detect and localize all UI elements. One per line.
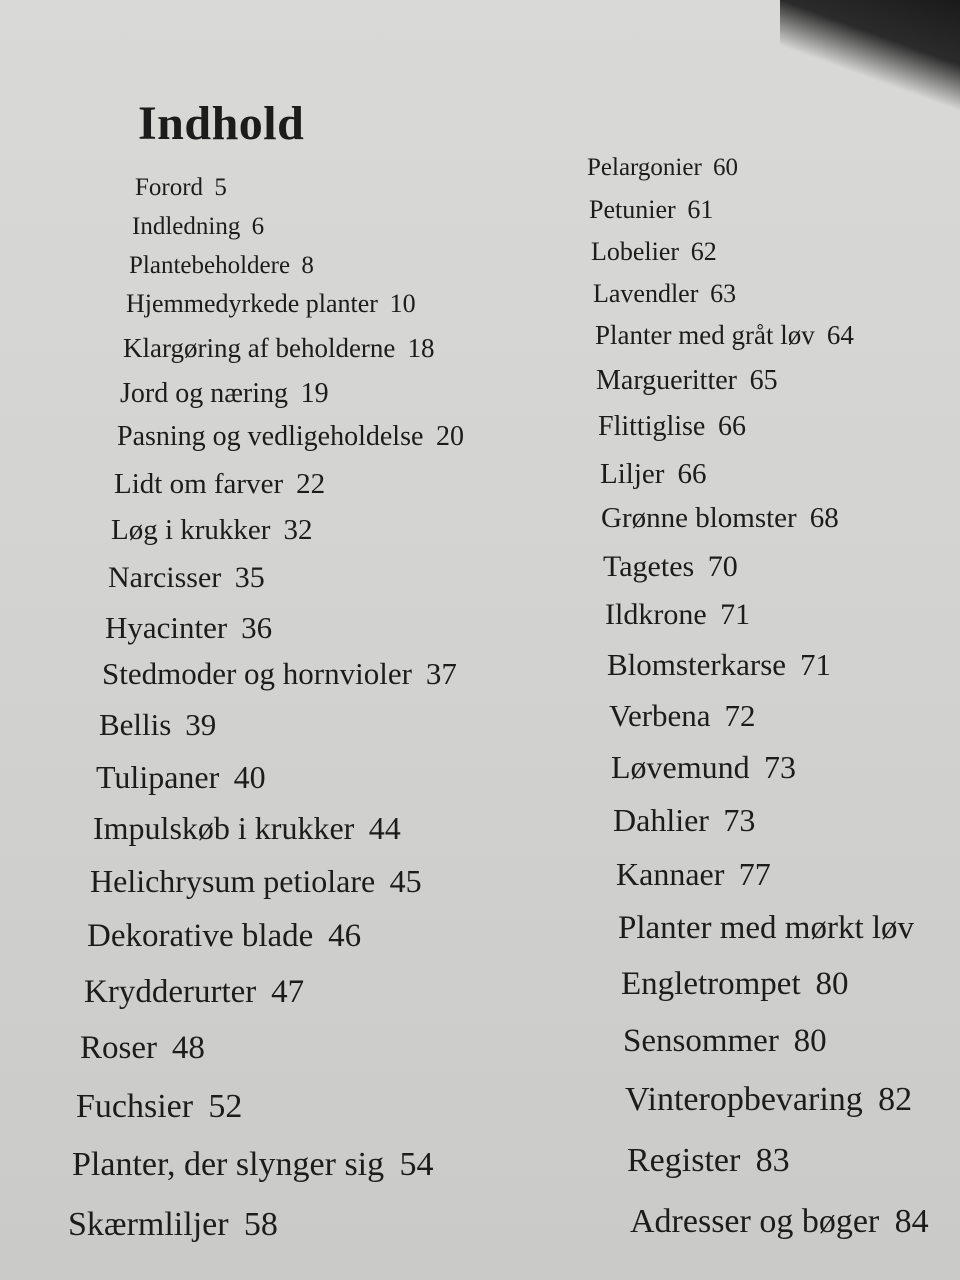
toc-entry-title: Fuchsier bbox=[76, 1088, 194, 1125]
toc-entry bbox=[132, 214, 264, 239]
toc-entry-page-number: 68 bbox=[809, 502, 839, 534]
toc-entry-page-number: 8 bbox=[301, 252, 314, 279]
toc-entry bbox=[600, 460, 706, 489]
toc-entry bbox=[627, 1144, 790, 1178]
toc-entry-page-number: 32 bbox=[283, 514, 313, 546]
toc-entry-title: Løg i krukker bbox=[111, 514, 271, 546]
page-corner-shadow bbox=[780, 0, 960, 120]
toc-entry bbox=[596, 367, 778, 395]
toc-entry-title: Vinteropbevaring bbox=[625, 1081, 863, 1118]
toc-entry-page-number: 80 bbox=[793, 1023, 827, 1059]
toc-entry bbox=[591, 239, 717, 265]
toc-entry bbox=[114, 470, 325, 499]
toc-entry-page-number: 65 bbox=[749, 365, 778, 396]
toc-entry-page-number: 47 bbox=[271, 974, 305, 1010]
toc-entry bbox=[111, 516, 313, 545]
toc-entry bbox=[126, 291, 416, 317]
toc-entry-title: Tagetes bbox=[603, 550, 695, 583]
toc-entry-page-number: 71 bbox=[720, 598, 751, 631]
toc-entry-page-number: 58 bbox=[243, 1206, 278, 1243]
toc-entry-title: Løvemund bbox=[611, 749, 750, 785]
toc-entry bbox=[80, 1032, 205, 1065]
toc-entry-page-number: 70 bbox=[707, 550, 738, 583]
toc-entry bbox=[595, 322, 854, 349]
toc-entry-page-number: 40 bbox=[233, 759, 266, 795]
toc-entry bbox=[102, 658, 457, 689]
toc-entry-title: Ildkrone bbox=[605, 598, 707, 631]
toc-entry-title: Hyacinter bbox=[105, 610, 228, 645]
toc-entry-title: Liljer bbox=[600, 458, 665, 490]
toc-entry-page-number: 54 bbox=[399, 1146, 434, 1183]
toc-entry bbox=[621, 968, 848, 1001]
toc-entry-title: Stedmoder og hornvioler bbox=[102, 656, 412, 691]
toc-entry-title: Planter med mørkt løv bbox=[618, 910, 915, 946]
toc-entry-page-number: 22 bbox=[296, 468, 326, 500]
toc-entry bbox=[625, 1083, 912, 1117]
toc-entry-title: Blomsterkarse bbox=[607, 647, 787, 682]
toc-entry bbox=[601, 504, 839, 533]
toc-entry-page-number: 63 bbox=[710, 279, 737, 308]
toc-entry bbox=[76, 1090, 242, 1124]
toc-entry-title: Lavendler bbox=[593, 279, 699, 308]
toc-entry bbox=[616, 858, 771, 890]
toc-entry-title: Lidt om farver bbox=[114, 468, 284, 500]
toc-entry-page-number: 73 bbox=[764, 749, 797, 785]
toc-entry bbox=[609, 700, 756, 731]
toc-entry-page-number: 72 bbox=[724, 698, 756, 733]
toc-entry bbox=[108, 563, 265, 593]
toc-entry bbox=[603, 552, 738, 582]
toc-entry-title: Verbena bbox=[609, 698, 711, 733]
toc-entry-page-number: 66 bbox=[717, 411, 746, 442]
toc-entry bbox=[607, 649, 831, 680]
toc-entry-title: Planter med gråt løv bbox=[595, 320, 815, 350]
toc-entry-title: Indledning bbox=[132, 213, 241, 240]
toc-entry-page-number: 37 bbox=[425, 656, 457, 691]
toc-entry-page-number: 61 bbox=[687, 195, 714, 224]
toc-entry bbox=[123, 335, 435, 362]
toc-entry-title: Sensommer bbox=[623, 1023, 779, 1059]
toc-entry-title: Pasning og vedligeholdelse bbox=[117, 421, 424, 452]
toc-entry-page-number: 46 bbox=[328, 918, 362, 954]
toc-entry-page-number: 5 bbox=[214, 174, 227, 201]
page-title: Indhold bbox=[138, 97, 305, 150]
toc-entry-page-number: 44 bbox=[368, 810, 401, 846]
toc-entry-page-number: 84 bbox=[894, 1203, 929, 1240]
toc-entry-title: Bellis bbox=[99, 707, 172, 742]
toc-entry bbox=[613, 804, 755, 836]
toc-entry-title: Jord og næring bbox=[120, 378, 288, 409]
toc-entry-title: Engletrompet bbox=[621, 966, 801, 1002]
toc-entry-title: Adresser og bøger bbox=[630, 1203, 880, 1240]
toc-entry-page-number: 80 bbox=[815, 966, 849, 1002]
toc-entry-title: Dahlier bbox=[613, 802, 709, 838]
toc-entry-title: Tulipaner bbox=[96, 759, 220, 795]
toc-entry-title: Skærmliljer bbox=[68, 1206, 229, 1243]
toc-entry-page-number: 82 bbox=[878, 1081, 913, 1118]
toc-entry-page-number: 64 bbox=[826, 320, 854, 350]
toc-entry-page-number: 10 bbox=[389, 289, 416, 318]
toc-entry-title: Dekorative blade bbox=[87, 918, 314, 954]
toc-entry bbox=[68, 1208, 278, 1242]
toc-entry-title: Margueritter bbox=[596, 365, 737, 396]
toc-entry bbox=[587, 155, 738, 180]
toc-entry-page-number: 18 bbox=[407, 333, 435, 363]
toc-entry-title: Forord bbox=[135, 174, 204, 201]
toc-entry bbox=[589, 197, 713, 223]
toc-entry bbox=[90, 865, 422, 897]
toc-entry bbox=[630, 1205, 929, 1239]
toc-entry-page-number: 48 bbox=[171, 1030, 205, 1066]
toc-entry-page-number: 35 bbox=[234, 561, 265, 594]
toc-entry bbox=[120, 380, 329, 408]
toc-entry bbox=[99, 709, 216, 740]
toc-entry-page-number: 20 bbox=[436, 421, 464, 452]
toc-entry bbox=[87, 920, 361, 953]
toc-entry bbox=[593, 281, 736, 307]
toc-entry-title: Lobelier bbox=[591, 237, 680, 266]
toc-entry-page-number: 71 bbox=[800, 647, 832, 682]
toc-entry-page-number: 52 bbox=[208, 1088, 243, 1125]
toc-entry-title: Pelargonier bbox=[587, 154, 702, 181]
toc-entry bbox=[598, 413, 746, 441]
toc-entry-title: Hjemmedyrkede planter bbox=[126, 289, 378, 318]
toc-entry-page-number: 62 bbox=[690, 237, 717, 266]
toc-entry bbox=[84, 976, 304, 1009]
toc-entry bbox=[605, 600, 750, 630]
toc-entry-title: Kannaer bbox=[616, 856, 725, 892]
toc-entry bbox=[117, 423, 464, 451]
toc-entry-page-number: 60 bbox=[713, 154, 739, 181]
toc-entry bbox=[611, 751, 796, 783]
toc-entry bbox=[618, 912, 914, 945]
toc-entry-title: Krydderurter bbox=[84, 974, 257, 1010]
toc-entry-page-number: 83 bbox=[755, 1142, 790, 1179]
toc-entry-page-number: 77 bbox=[738, 856, 771, 892]
toc-entry bbox=[72, 1148, 433, 1182]
toc-entry-page-number: 19 bbox=[300, 378, 329, 409]
toc-entry-page-number: 45 bbox=[389, 863, 422, 899]
toc-entry-page-number: 73 bbox=[723, 802, 756, 838]
toc-entry-title: Petunier bbox=[589, 195, 676, 224]
toc-entry-title: Helichrysum petiolare bbox=[90, 863, 376, 899]
toc-entry bbox=[105, 612, 272, 643]
toc-entry bbox=[129, 253, 314, 278]
toc-entry bbox=[135, 175, 227, 200]
toc-entry-page-number: 6 bbox=[251, 213, 265, 240]
toc-entry-title: Klargøring af beholderne bbox=[123, 333, 396, 363]
toc-entry-page-number: 36 bbox=[241, 610, 273, 645]
toc-entry-title: Grønne blomster bbox=[601, 502, 797, 534]
toc-entry bbox=[623, 1025, 827, 1058]
toc-entry-title: Planter, der slynger sig bbox=[72, 1146, 385, 1183]
toc-entry-title: Narcisser bbox=[108, 561, 222, 594]
toc-entry-page-number: 66 bbox=[677, 458, 707, 490]
toc-entry-title: Flittiglise bbox=[598, 411, 706, 442]
toc-entry-page-number: 39 bbox=[185, 707, 217, 742]
toc-entry-title: Roser bbox=[80, 1030, 157, 1066]
toc-entry bbox=[96, 761, 266, 793]
toc-entry-title: Plantebeholdere bbox=[129, 252, 291, 279]
toc-entry bbox=[93, 812, 401, 844]
toc-entry-title: Register bbox=[627, 1142, 741, 1179]
toc-entry-title: Impulskøb i krukker bbox=[93, 810, 355, 846]
